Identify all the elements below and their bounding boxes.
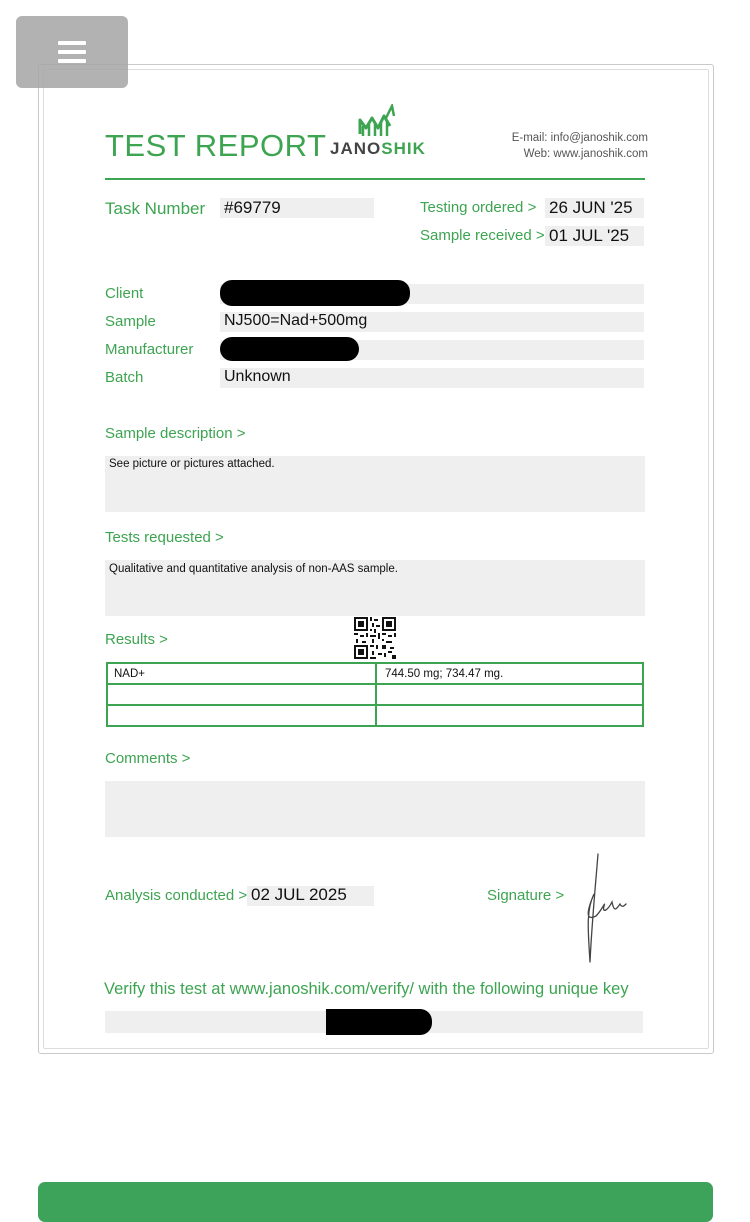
menu-button[interactable]: [16, 16, 128, 88]
sample-description-text: See picture or pictures attached.: [109, 458, 275, 470]
testing-ordered-date: 26 JUN '25: [549, 198, 633, 217]
hamburger-menu-icon: [58, 41, 86, 63]
batch-label: Batch: [105, 369, 144, 386]
client-label: Client: [105, 285, 144, 302]
signature-image: [578, 850, 628, 968]
result-amount: [376, 705, 643, 726]
client-redaction: [220, 280, 410, 306]
verify-text: Verify this test at www.janoshik.com/verify/ with the following unique key: [104, 980, 629, 998]
manufacturer-label: Manufacturer: [105, 341, 194, 358]
header-divider: [105, 178, 645, 180]
result-substance: NAD+: [107, 663, 376, 684]
result-amount: [376, 684, 643, 705]
table-row: [107, 684, 643, 705]
results-label: Results >: [105, 631, 168, 648]
batch-value: Unknown: [224, 368, 291, 385]
comments-label: Comments >: [105, 750, 191, 767]
contact-email: E-mail: info@janoshik.com: [511, 132, 648, 144]
brand-name: JANOSHIK: [330, 139, 426, 158]
testing-ordered-label: Testing ordered >: [420, 199, 537, 216]
sample-received-date: 01 JUL '25: [549, 226, 630, 245]
task-number-label: Task Number: [105, 199, 206, 218]
sample-description-label: Sample description >: [105, 425, 246, 442]
manufacturer-redaction: [220, 337, 359, 361]
analysis-date: 02 JUL 2025: [251, 885, 347, 904]
tests-requested-text: Qualitative and quantitative analysis of non-AAS sample.: [109, 563, 398, 575]
report-title: TEST REPORT: [105, 128, 327, 163]
table-row: [107, 705, 643, 726]
task-number: #69779: [224, 198, 281, 217]
result-substance: [107, 684, 376, 705]
analysis-conducted-label: Analysis conducted >: [105, 887, 248, 904]
table-row: [107, 663, 643, 684]
contact-web: Web: www.janoshik.com: [523, 148, 648, 160]
sample-label: Sample: [105, 313, 156, 330]
tests-requested-label: Tests requested >: [105, 529, 224, 546]
unique-key-redaction: [326, 1009, 432, 1035]
results-table: [106, 662, 644, 727]
sample-value: NJ500=Nad+500mg: [224, 312, 368, 329]
signature-label: Signature >: [487, 887, 565, 904]
qr-code-icon: [354, 617, 396, 659]
result-substance: [107, 705, 376, 726]
result-amount: 744.50 mg; 734.47 mg.: [376, 663, 643, 684]
bottom-action-button[interactable]: [38, 1182, 713, 1222]
sample-received-label: Sample received >: [420, 227, 545, 244]
